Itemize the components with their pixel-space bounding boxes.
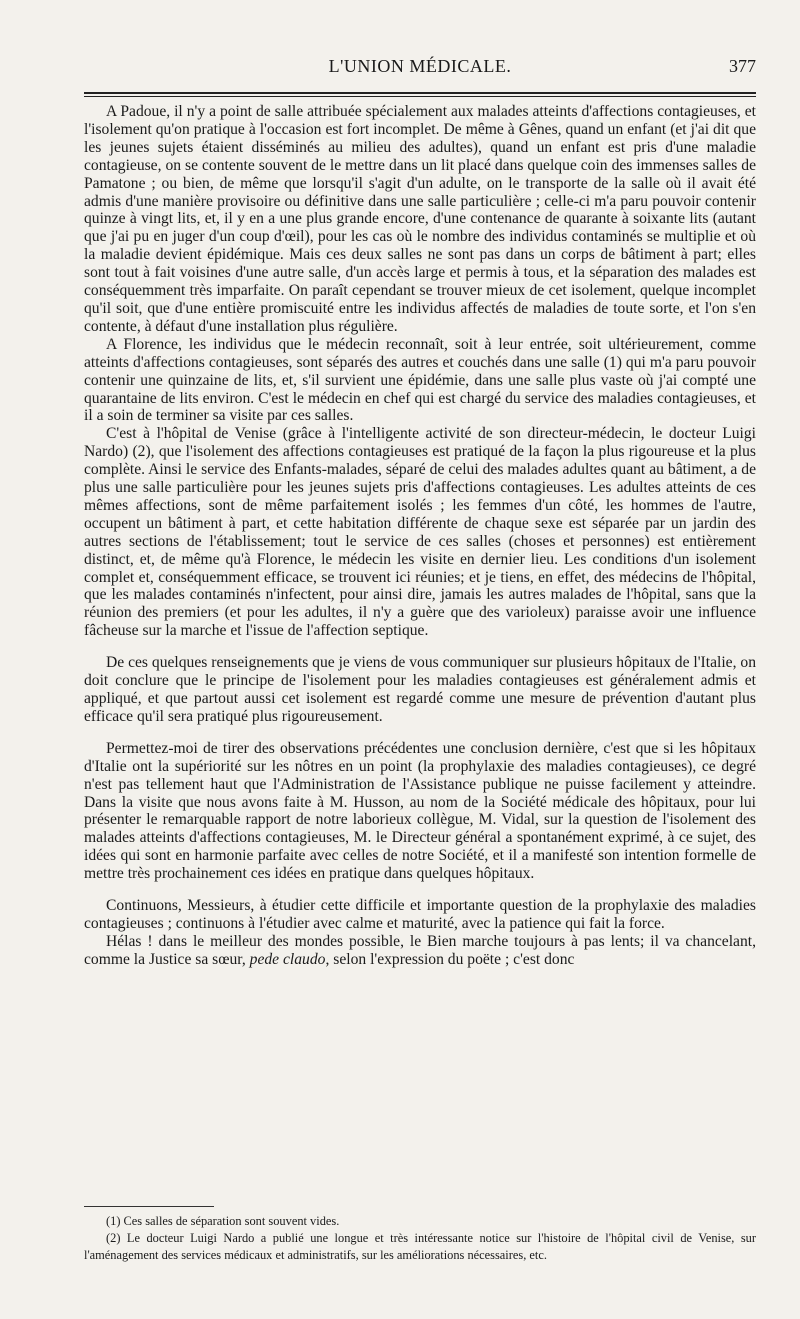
paragraph-continuons: Continuons, Messieurs, à étudier cette difficile et importante question de la prophylaxie des maladies contagieuses ; continuons à l'étudier avec calme et maturité, avec la patience qui fait la force. — [84, 897, 756, 932]
paragraph-conclusion-derniere: Permettez-moi de tirer des observations précédentes une conclusion dernière, c'est que si les hôpitaux d'Italie ont la supériorité sur les nôtres en un point (la prophylaxie des maladies contagieuses), ce degré n'est pas tellement haut que l'Administration de l'Assistance publique ne puisse facilement y atteindre. Dans la visite que nous avons faite à M. Husson, au nom de la Société médicale des hôpitaux, pour lui présenter le remarquable rapport de notre laborieux collègue, M. Vidal, sur la question de l'isolement des malades atteints d'affections contagieuses, M. le Directeur général a spontanément exprimé, à ce sujet, des idées qui sont en harmonie parfaite avec celles de notre Société, et il a manifesté son intention formelle de mettre très prochainement ces idées en pratique dans quelques hôpitaux. — [84, 739, 756, 883]
footnote-rule — [84, 1206, 214, 1207]
helas-text-start: Hélas ! dans le meilleur des mondes possible, le Bien marche toujours à pas lents; il va chancelant, comme la Justice sa sœur, — [84, 932, 756, 968]
helas-italic-phrase: pede claudo — [249, 950, 326, 968]
paragraph-florence: A Florence, les individus que le médecin reconnaît, soit à leur entrée, soit ultérieurement, comme atteints d'affections contagieuses, sont séparés des autres et couchés dans une salle (1) qui m'a paru pouvoir contenir une quinzaine de lits, et, s'il survient une épidémie, dans une salle plus vaste où j'ai compté une quarantaine de lits environ. C'est le médecin en chef qui est chargé du service des maladies contagieuses, et il a soin de terminer sa visite par ces salles. — [84, 335, 756, 425]
header-rule — [84, 92, 756, 97]
paragraph-padoue: A Padoue, il n'y a point de salle attribuée spécialement aux malades atteints d'affections contagieuses, et l'isolement qu'on pratique à l'occasion est fort incomplet. De même à Gênes, quand un enfant (et j'ai dit que les jeunes sujets étaient disséminés au milieu des adultes), quand un enfant est pris d'une maladie contagieuse, on se contente souvent de le mettre dans un lit placé dans quelque coin des immenses salles de Pamatone ; ou bien, de même que lorsqu'il s'agit d'un adulte, on le transporte de la salle où il avait été admis d'une manière provisoire ou définitive dans une salle particulière ; celle-ci m'a paru pouvoir contenir quinze à vingt lits, et, il y en a une plus grande encore, d'une contenance de quarante à soixante lits (autant que j'ai pu en juger d'un coup d'œil), pour les cas où le nombre des individus contaminés se multiplie et où la maladie devient épidémique. Mais ces deux salles ne sont pas dans un corps de bâtiment à part; elles sont tout à fait voisines d'une autre salle, d'un accès large et permis à tous, et la séparation des malades est conséquemment très imparfaite. On paraît cependant se trouver mieux de cet isolement, quelque incomplet qu'il soit, que d'une entière promiscuité entre les individus affectés de maladies de toute sorte, et l'on s'en contente, à défaut d'une installation plus régulière. — [84, 103, 756, 335]
helas-text-end: , selon l'expression du poëte ; c'est donc — [325, 950, 575, 968]
paragraph-venise: C'est à l'hôpital de Venise (grâce à l'intelligente activité de son directeur-médecin, le docteur Luigi Nardo) (2), que l'isolement des affections contagieuses est pratiqué de la façon la plus rigoureuse et la plus complète. Ainsi le service des Enfants-malades, séparé de celui des malades adultes quant au bâtiment, a de plus une salle particulière pour les jeunes sujets pris d'affections contagieuses. Les adultes atteints de ces mêmes affections, sont de même parfaitement isolés ; les femmes d'un côté, les hommes de l'autre, occupent un bâtiment à part, et cette habitation différente de chaque sexe est séparée par un jardin des autres sections de l'établissement; tout le service de ces salles (choses et personnes) est entièrement distinct, et, de même qu'à Florence, le médecin les visite en dernier lieu. Les conditions d'un isolement complet et, conséquemment efficace, se trouvent ici réunies; et je tiens, en effet, des médecins de l'hôpital, que les malades contaminés n'infectent, pour ainsi dire, jamais les autres malades de l'hôpital, sans que la réunion des premiers (et pour les adultes, il n'y a guère que des varioleux) paraisse avoir une influence fâcheuse sur la marche et l'issue de l'affection septique. — [84, 425, 756, 640]
journal-title: L'UNION MÉDICALE. — [328, 56, 512, 76]
footnote-1: (1) Ces salles de séparation sont souvent vides. — [106, 1214, 340, 1228]
running-head — [84, 56, 756, 86]
body-text — [84, 103, 756, 969]
paragraph-helas — [84, 933, 756, 969]
paragraph-conclusion-italie: De ces quelques renseignements que je viens de vous communiquer sur plusieurs hôpitaux de l'Italie, on doit conclure que le principe de l'isolement pour les maladies contagieuses est généralement admis et appliqué, et que partout aussi cet isolement est regardé comme une mesure de prévention d'autant plus efficace qu'il sera pratiqué plus rigoureusement. — [84, 654, 756, 725]
page-number: 377 — [729, 56, 756, 76]
footnotes — [84, 1206, 756, 1264]
footnote-2: (2) Le docteur Luigi Nardo a publié une longue et très intéressante notice sur l'histoire de l'hôpital civil de Venise, sur l'aménagement des services médicaux et administratifs, sur les améliorations nécessaires, etc. — [84, 1231, 756, 1262]
